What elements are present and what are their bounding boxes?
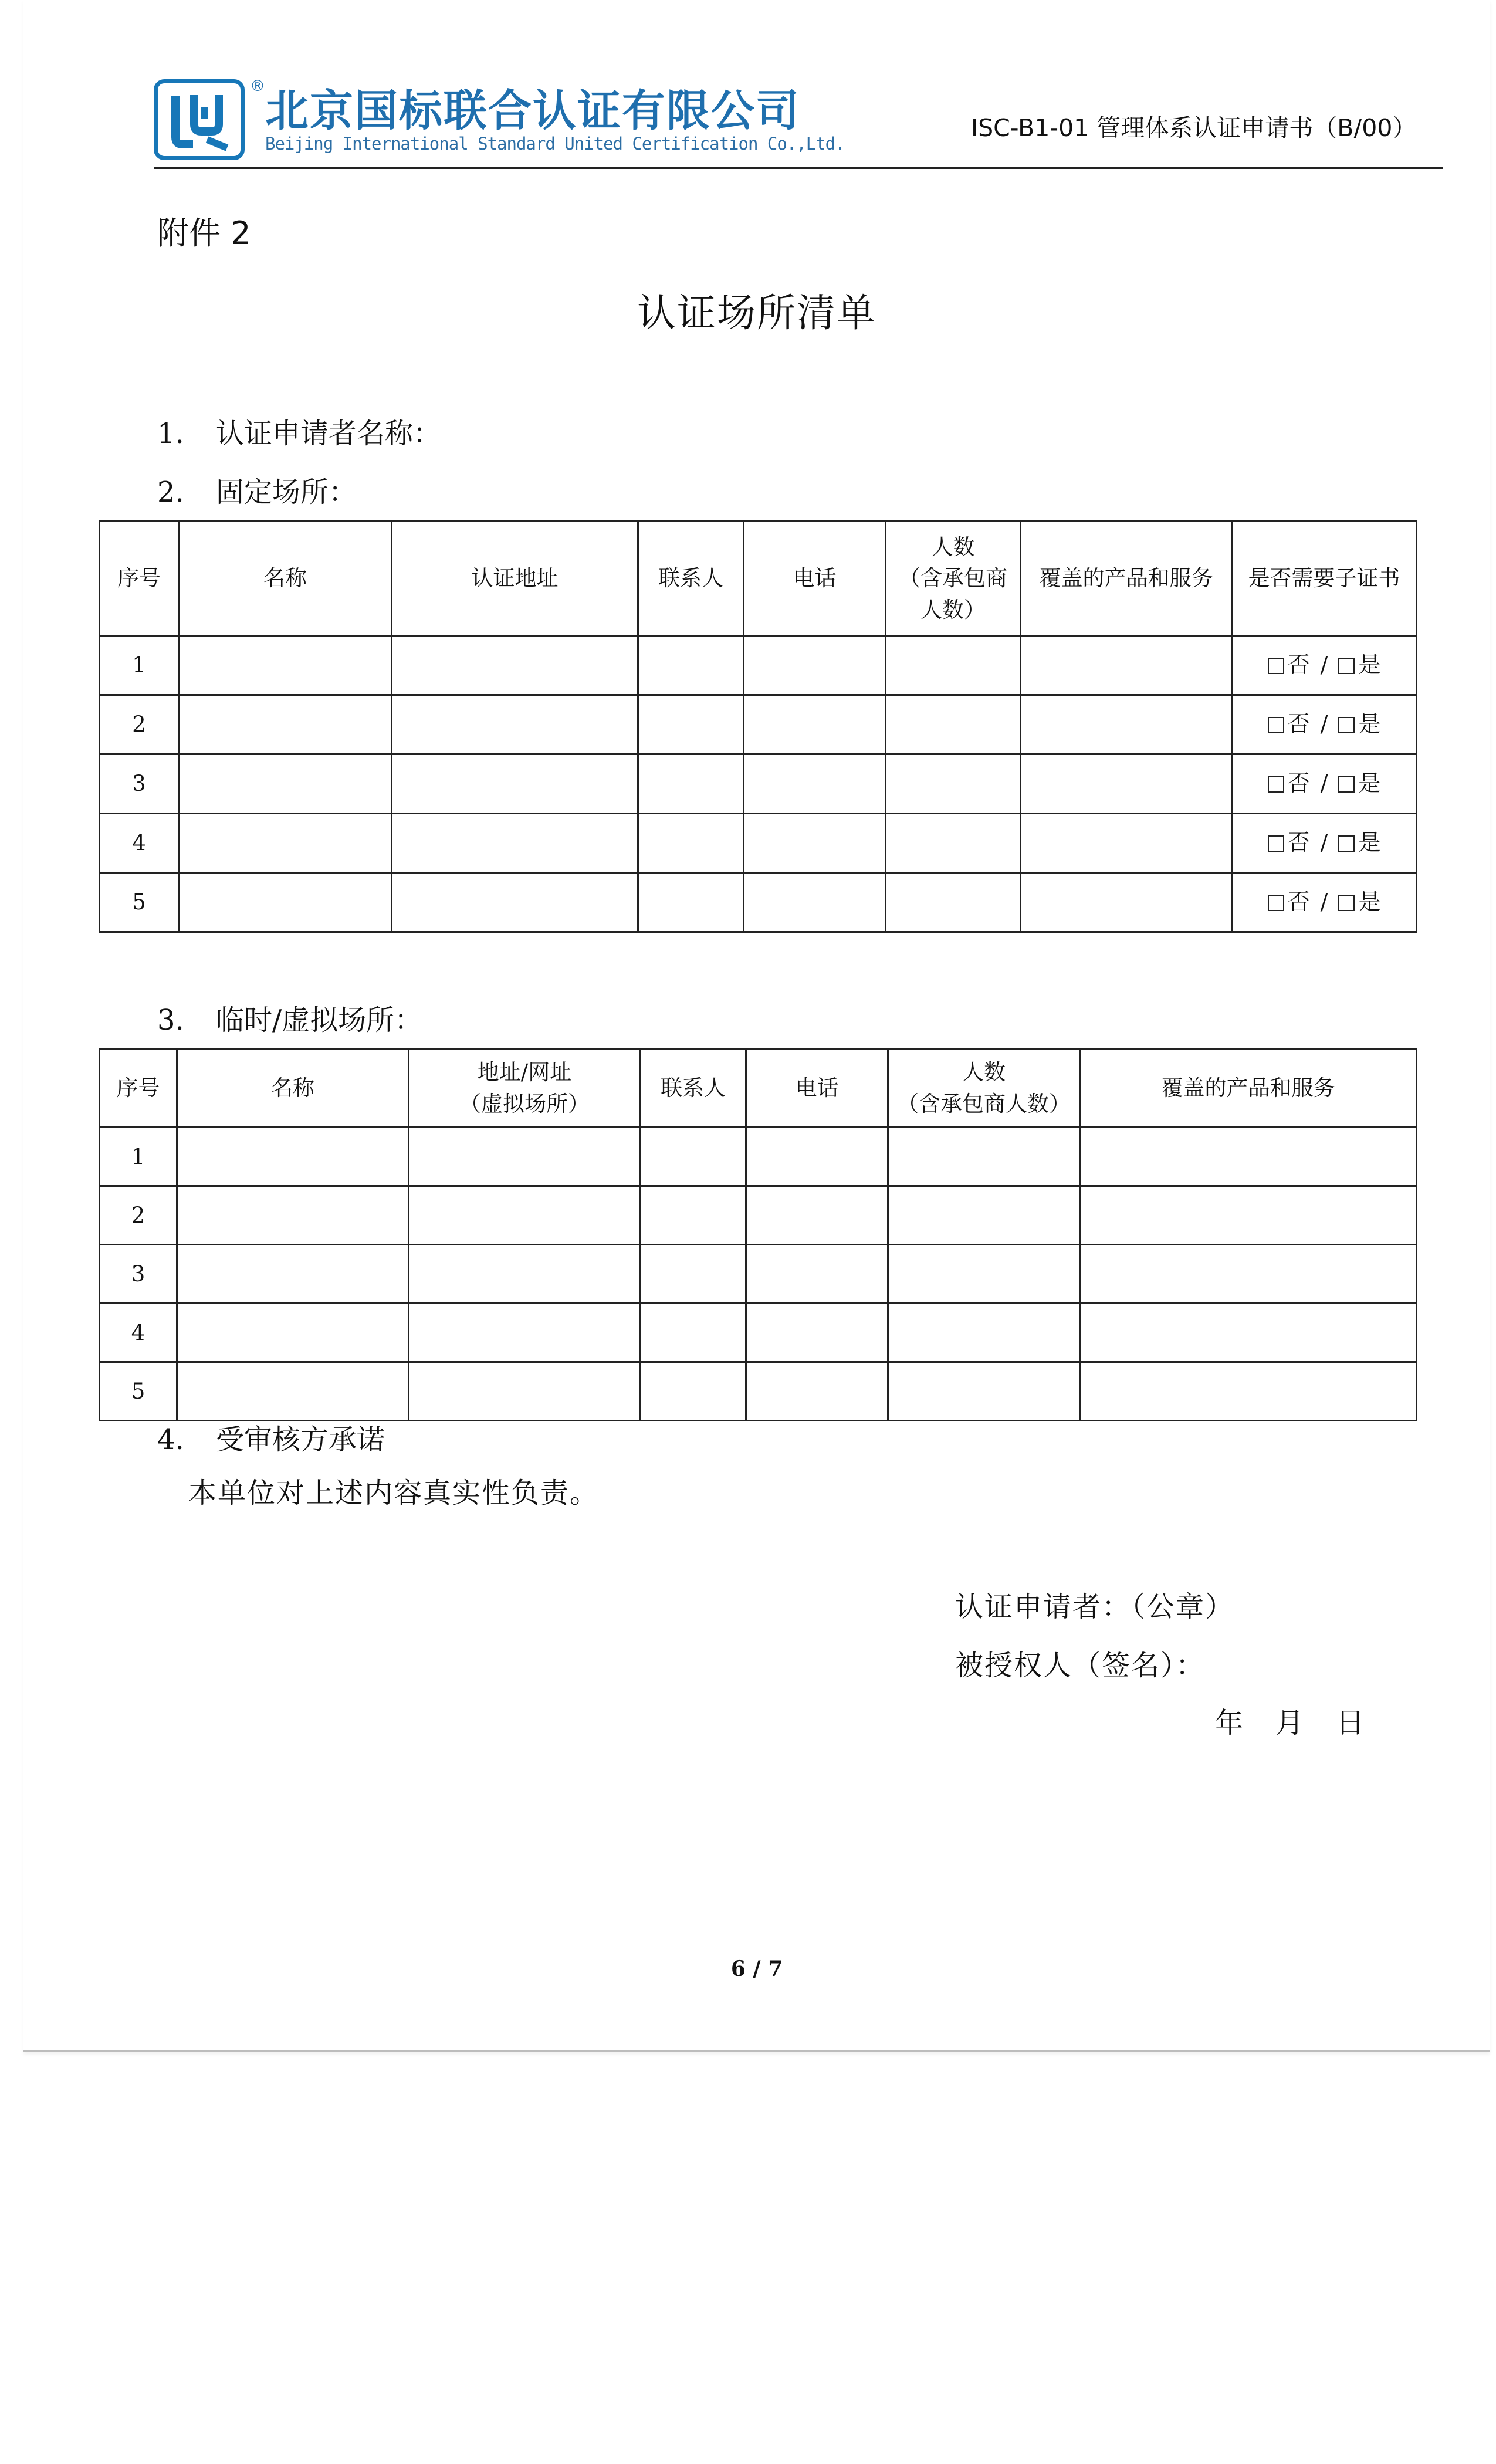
checkbox-no[interactable] [1268, 835, 1284, 852]
table-row [100, 636, 1417, 695]
table-row [100, 1128, 1417, 1186]
row-index: 5 [100, 873, 179, 932]
name-cell[interactable] [179, 636, 392, 695]
commitment-text: 本单位对上述内容真实性负责。 [188, 1477, 600, 1509]
headcount-cell[interactable] [888, 1245, 1080, 1304]
name-cell[interactable] [179, 754, 392, 814]
row-index: 4 [100, 814, 179, 873]
contact-cell[interactable] [641, 1362, 746, 1421]
header-cell: 是否需要子证书 [1232, 522, 1417, 636]
name-cell[interactable] [177, 1245, 409, 1304]
phone-cell[interactable] [746, 1245, 888, 1304]
company-name-cn: 北京国标联合认证有限公司 [265, 86, 800, 136]
sub-certificate-choice [1232, 695, 1417, 754]
table-row [100, 1186, 1417, 1245]
registered-mark: ® [250, 77, 265, 95]
row-index: 3 [100, 1245, 177, 1304]
checkbox-no[interactable] [1268, 717, 1284, 733]
header-cell: 人数 （含承包商 人数） [886, 522, 1021, 636]
document-page [23, 0, 1490, 2052]
address-cell[interactable] [392, 814, 638, 873]
scope-cell[interactable] [1021, 873, 1232, 932]
section-number: 2. [157, 476, 184, 509]
contact-cell[interactable] [641, 1186, 746, 1245]
section-fixed-sites [157, 469, 357, 510]
choice-yes-label: 是 [1358, 830, 1381, 856]
table-header-row [100, 522, 1417, 636]
name-cell[interactable] [177, 1186, 409, 1245]
scope-cell[interactable] [1080, 1128, 1417, 1186]
table-row [100, 1304, 1417, 1362]
header-cell: 人数 （含承包商人数） [888, 1050, 1080, 1128]
phone-cell[interactable] [746, 1362, 888, 1421]
scope-cell[interactable] [1021, 636, 1232, 695]
headcount-cell[interactable] [888, 1362, 1080, 1421]
applicant-seal-line: 认证申请者：（公章） [955, 1590, 1235, 1623]
name-cell[interactable] [179, 695, 392, 754]
choice-yes-label: 是 [1358, 652, 1381, 678]
name-cell[interactable] [177, 1362, 409, 1421]
address-cell[interactable] [409, 1362, 641, 1421]
checkbox-no[interactable] [1268, 895, 1284, 911]
table-row [100, 754, 1417, 814]
headcount-cell[interactable] [888, 1186, 1080, 1245]
headcount-cell[interactable] [886, 814, 1021, 873]
headcount-cell[interactable] [886, 695, 1021, 754]
contact-cell[interactable] [638, 695, 744, 754]
row-index: 4 [100, 1304, 177, 1362]
contact-cell[interactable] [638, 636, 744, 695]
row-index: 1 [100, 636, 179, 695]
scope-cell[interactable] [1021, 754, 1232, 814]
choice-no-label: 否 [1287, 711, 1310, 737]
checkbox-no[interactable] [1268, 776, 1284, 793]
address-cell[interactable] [409, 1245, 641, 1304]
table-header-row [100, 1050, 1417, 1128]
choice-separator: / [1320, 830, 1328, 856]
scope-cell[interactable] [1080, 1186, 1417, 1245]
table-row [100, 1245, 1417, 1304]
address-cell[interactable] [392, 636, 638, 695]
authorized-signature-line: 被授权人（签名）： [955, 1649, 1206, 1682]
company-name-en: Beijing International Standard United Certification Co.,Ltd. [265, 134, 845, 154]
checkbox-yes[interactable] [1338, 658, 1355, 674]
choice-yes-label: 是 [1358, 711, 1381, 737]
header-cell: 电话 [746, 1050, 888, 1128]
checkbox-yes[interactable] [1338, 776, 1355, 793]
section-commitment [157, 1417, 385, 1457]
checkbox-yes[interactable] [1338, 895, 1355, 911]
page-number: 6 / 7 [730, 1957, 783, 1981]
header-cell: 序号 [100, 522, 179, 636]
choice-no-label: 否 [1287, 770, 1310, 797]
checkbox-yes[interactable] [1338, 717, 1355, 733]
section-label: 临时/虚拟场所： [216, 1004, 423, 1037]
header-cell: 电话 [744, 522, 886, 636]
contact-cell[interactable] [641, 1304, 746, 1362]
address-cell[interactable] [392, 754, 638, 814]
phone-cell[interactable] [744, 695, 886, 754]
section-number: 1. [157, 417, 184, 450]
date-line: 年 月 日 [1215, 1707, 1365, 1739]
choice-separator: / [1320, 711, 1328, 737]
scope-cell[interactable] [1080, 1304, 1417, 1362]
address-cell[interactable] [409, 1186, 641, 1245]
header-cell: 联系人 [638, 522, 744, 636]
section-number: 3. [157, 1004, 184, 1037]
section-label: 固定场所： [216, 476, 357, 509]
table-row [100, 695, 1417, 754]
address-cell[interactable] [392, 873, 638, 932]
phone-cell[interactable] [744, 873, 886, 932]
company-logo [154, 79, 245, 160]
header-cell: 名称 [177, 1050, 409, 1128]
attachment-label: 附件 2 [157, 215, 251, 252]
contact-cell[interactable] [641, 1245, 746, 1304]
choice-yes-label: 是 [1358, 889, 1381, 915]
row-index: 3 [100, 754, 179, 814]
logo-icon [158, 83, 241, 156]
choice-separator: / [1320, 770, 1328, 797]
contact-cell[interactable] [641, 1128, 746, 1186]
header-cell: 序号 [100, 1050, 177, 1128]
address-cell[interactable] [409, 1128, 641, 1186]
header-cell: 覆盖的产品和服务 [1080, 1050, 1417, 1128]
table-row [100, 873, 1417, 932]
checkbox-yes[interactable] [1338, 835, 1355, 852]
row-index: 1 [100, 1128, 177, 1186]
phone-cell[interactable] [744, 754, 886, 814]
section-applicant-name [157, 411, 441, 451]
fixed-sites-table [99, 520, 1417, 933]
headcount-cell[interactable] [886, 636, 1021, 695]
choice-no-label: 否 [1287, 652, 1310, 678]
headcount-cell[interactable] [886, 754, 1021, 814]
header-divider [154, 167, 1443, 169]
header-cell: 名称 [179, 522, 392, 636]
name-cell[interactable] [177, 1304, 409, 1362]
name-cell[interactable] [179, 873, 392, 932]
choice-no-label: 否 [1287, 889, 1310, 915]
scope-cell[interactable] [1021, 695, 1232, 754]
contact-cell[interactable] [638, 814, 744, 873]
choice-yes-label: 是 [1358, 770, 1381, 797]
table-row [100, 814, 1417, 873]
sub-certificate-choice [1232, 636, 1417, 695]
phone-cell[interactable] [746, 1304, 888, 1362]
header-cell: 覆盖的产品和服务 [1021, 522, 1232, 636]
temporary-sites-table [99, 1048, 1417, 1421]
sub-certificate-choice [1232, 814, 1417, 873]
row-index: 2 [100, 1186, 177, 1245]
scope-cell[interactable] [1080, 1245, 1417, 1304]
phone-cell[interactable] [746, 1186, 888, 1245]
address-cell[interactable] [392, 695, 638, 754]
sub-certificate-choice [1232, 754, 1417, 814]
name-cell[interactable] [177, 1128, 409, 1186]
choice-separator: / [1320, 889, 1328, 915]
contact-cell[interactable] [638, 754, 744, 814]
header-cell: 地址/网址 （虚拟场所） [409, 1050, 641, 1128]
header-cell: 认证地址 [392, 522, 638, 636]
scope-cell[interactable] [1080, 1362, 1417, 1421]
page-title: 认证场所清单 [637, 290, 876, 336]
sub-certificate-choice [1232, 873, 1417, 932]
section-number: 4. [157, 1423, 184, 1456]
name-cell[interactable] [179, 814, 392, 873]
phone-cell[interactable] [744, 814, 886, 873]
section-label: 受审核方承诺 [216, 1423, 385, 1456]
checkbox-no[interactable] [1268, 658, 1284, 674]
scope-cell[interactable] [1021, 814, 1232, 873]
address-cell[interactable] [409, 1304, 641, 1362]
choice-separator: / [1320, 652, 1328, 678]
row-index: 5 [100, 1362, 177, 1421]
phone-cell[interactable] [746, 1128, 888, 1186]
section-temporary-sites [157, 997, 422, 1038]
choice-no-label: 否 [1287, 830, 1310, 856]
headcount-cell[interactable] [888, 1128, 1080, 1186]
header-cell: 联系人 [641, 1050, 746, 1128]
headcount-cell[interactable] [888, 1304, 1080, 1362]
headcount-cell[interactable] [886, 873, 1021, 932]
contact-cell[interactable] [638, 873, 744, 932]
table-row [100, 1362, 1417, 1421]
section-label: 认证申请者名称： [216, 417, 442, 450]
phone-cell[interactable] [744, 636, 886, 695]
row-index: 2 [100, 695, 179, 754]
document-code: ISC-B1-01 管理体系认证申请书（B/00） [971, 114, 1417, 142]
